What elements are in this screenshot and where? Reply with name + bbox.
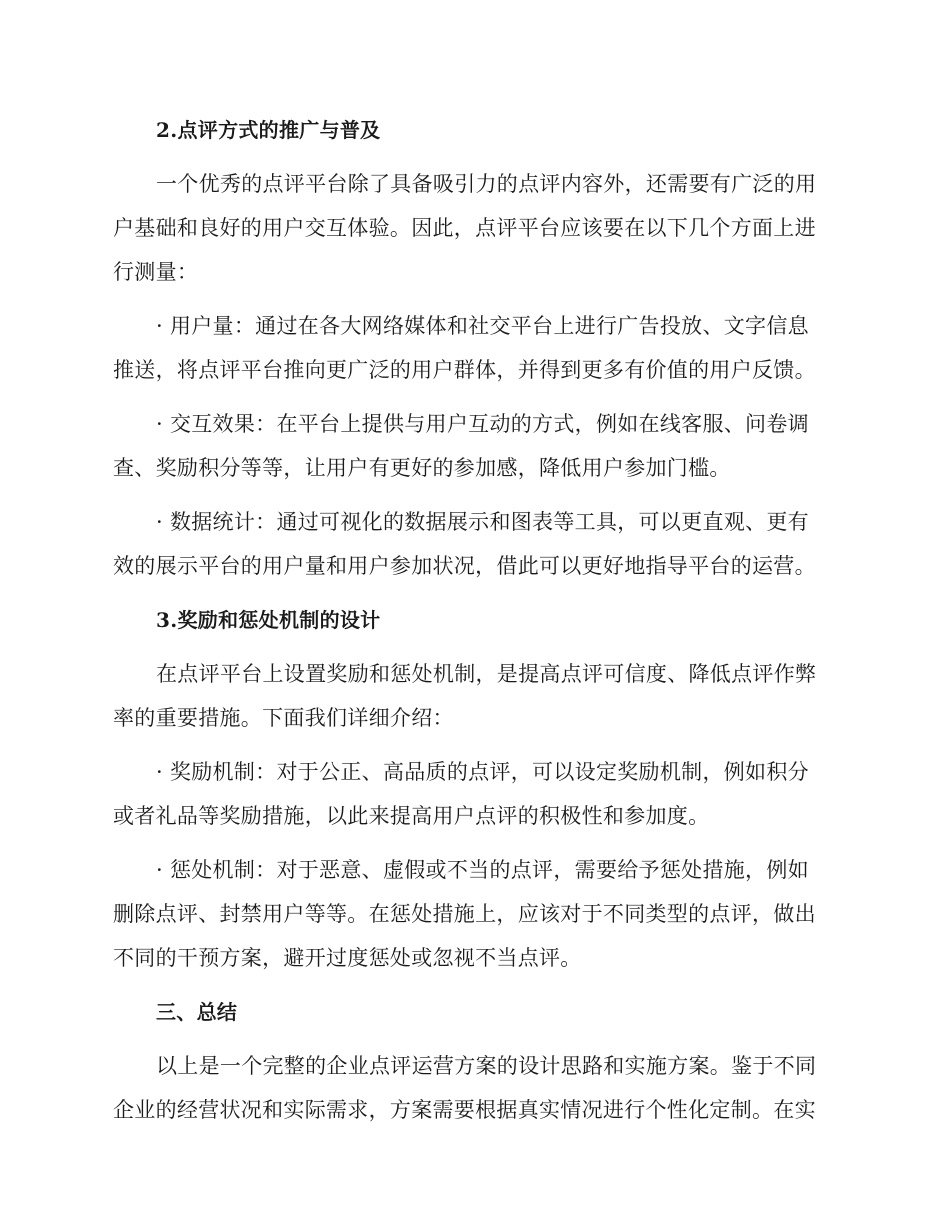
paragraph-line: 以上是一个完整的企业点评运营方案的设计思路和实施方案。鉴于不同 xyxy=(156,1054,817,1078)
paragraph xyxy=(113,1044,829,1132)
bullet-item xyxy=(113,402,829,490)
bullet-item xyxy=(113,500,829,588)
paragraph xyxy=(113,652,829,740)
paragraph-line: 推送，将点评平台推向更广泛的用户群体，并得到更多有价值的用户反馈。 xyxy=(113,358,816,382)
section-heading: 3.奖励和惩处机制的设计 xyxy=(156,608,381,632)
paragraph-line: · 奖励机制：对于公正、高品质的点评，可以设定奖励机制，例如积分 xyxy=(156,760,809,784)
document-page xyxy=(113,108,829,1132)
bullet-item xyxy=(113,304,829,392)
paragraph-line: 查、奖励积分等等，让用户有更好的参加感，降低用户参加门槛。 xyxy=(113,456,731,480)
paragraph-line: 在点评平台上设置奖励和惩处机制，是提高点评可信度、降低点评作弊 xyxy=(156,662,817,686)
bullet-item xyxy=(113,750,829,838)
paragraph-line: 删除点评、封禁用户等等。在惩处措施上，应该对于不同类型的点评，做出 xyxy=(113,902,816,926)
section-heading: 三、总结 xyxy=(156,1000,238,1024)
paragraph-line: 效的展示平台的用户量和用户参加状况，借此可以更好地指导平台的运营。 xyxy=(113,554,816,578)
bullet-item xyxy=(113,848,829,980)
paragraph-line: · 用户量：通过在各大网络媒体和社交平台上进行广告投放、文字信息 xyxy=(156,314,809,338)
paragraph-line: 率的重要措施。下面我们详细介绍： xyxy=(113,706,454,730)
paragraph-line: 企业的经营状况和实际需求，方案需要根据真实情况进行个性化定制。在实 xyxy=(113,1098,816,1122)
paragraph-line: 一个优秀的点评平台除了具备吸引力的点评内容外，还需要有广泛的用 xyxy=(156,172,817,196)
paragraph-line: 户基础和良好的用户交互体验。因此，点评平台应该要在以下几个方面上进 xyxy=(113,216,816,240)
paragraph-line: · 惩处机制：对于恶意、虚假或不当的点评，需要给予惩处措施，例如 xyxy=(156,858,809,882)
paragraph-line: 行测量： xyxy=(113,260,199,284)
paragraph-line: 不同的干预方案，避开过度惩处或忽视不当点评。 xyxy=(113,946,582,970)
paragraph-line: 或者礼品等奖励措施，以此来提高用户点评的积极性和参加度。 xyxy=(113,804,710,828)
paragraph xyxy=(113,162,829,294)
paragraph-line: · 交互效果：在平台上提供与用户互动的方式，例如在线客服、问卷调 xyxy=(156,412,809,436)
section-heading: 2.点评方式的推广与普及 xyxy=(156,118,381,142)
paragraph-line: · 数据统计：通过可视化的数据展示和图表等工具，可以更直观、更有 xyxy=(156,510,809,534)
